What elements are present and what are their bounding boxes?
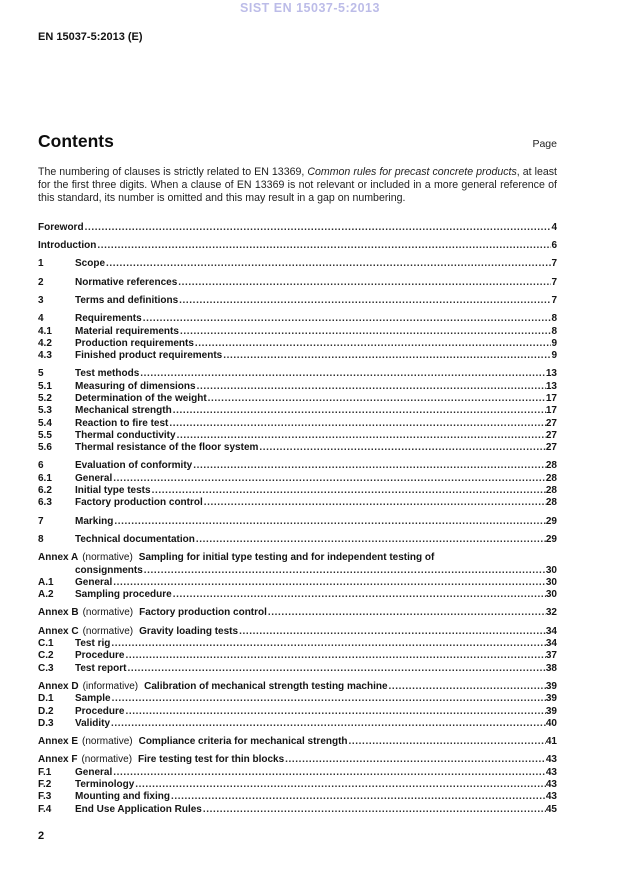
toc-page-number: 45: [545, 803, 557, 815]
toc-page-number: 29: [545, 533, 557, 545]
toc-entry: [38, 460, 557, 472]
toc-clause-number: 6: [38, 460, 44, 472]
toc-dot-leader: [125, 706, 545, 718]
toc-dot-leader: [171, 791, 546, 803]
toc-page-number: 17: [545, 405, 557, 417]
toc-entry-title: Technical documentation: [75, 533, 195, 545]
toc-page-number: 17: [545, 392, 557, 404]
toc-page-number: 39: [545, 693, 557, 705]
toc-dot-leader: [268, 607, 546, 619]
toc-page-number: 34: [545, 638, 557, 650]
toc-annex-head: [38, 736, 348, 748]
toc-entry-title: Test rig: [75, 638, 111, 650]
toc-dot-leader: [144, 565, 546, 577]
toc-entry-title: Sample: [75, 693, 111, 705]
toc-page-number: 40: [545, 717, 557, 729]
toc-entry: [38, 663, 557, 675]
toc-page-number: 39: [545, 705, 557, 717]
toc-entry-title: Test methods: [75, 368, 140, 380]
toc-annex-head: [38, 607, 267, 619]
toc-entry-title: Validity: [75, 717, 111, 729]
toc-clause-number: A.1: [38, 576, 54, 588]
toc-entry: [38, 326, 557, 338]
toc-annex-qualifier: (normative): [81, 754, 133, 766]
toc-entry-title: Normative references: [75, 276, 178, 288]
toc-clause-number: D.2: [38, 705, 54, 717]
toc-dot-leader: [125, 650, 545, 662]
toc-clause-number: 5.6: [38, 442, 52, 454]
toc-dot-leader: [169, 418, 546, 430]
toc-entry: [38, 718, 557, 730]
toc-entry-title: General: [75, 472, 113, 484]
toc-page-number: 43: [545, 766, 557, 778]
toc-entry-title: Foreword: [38, 221, 84, 233]
toc-entry-title: Introduction: [38, 240, 97, 252]
toc-dot-leader: [195, 338, 552, 350]
toc-entry-title: Scope: [75, 258, 106, 270]
toc-page-number: 30: [545, 576, 557, 588]
toc-page-number: 28: [545, 472, 557, 484]
toc-dot-leader: [177, 430, 546, 442]
toc-entry: [38, 442, 557, 454]
toc-page-number: 34: [545, 625, 557, 637]
toc-clause-number: 5.3: [38, 405, 52, 417]
toc-dot-leader: [208, 393, 546, 405]
toc-dot-leader: [180, 326, 552, 338]
toc-clause-number: 5.2: [38, 392, 52, 404]
toc-annex-entry: [38, 607, 557, 619]
toc-entry-title: General: [75, 766, 113, 778]
toc-page-number: 9: [551, 350, 557, 362]
toc-annex-head: [38, 626, 238, 638]
toc-entry-title: Requirements: [75, 313, 142, 325]
toc-clause-number: 6.2: [38, 485, 52, 497]
toc-clause-number: 3: [38, 294, 44, 306]
toc-entry: [38, 350, 557, 362]
toc-entry: [38, 473, 557, 485]
toc-dot-leader: [223, 350, 551, 362]
toc-entry-title: Factory production control: [75, 497, 203, 509]
toc-dot-leader: [135, 779, 546, 791]
intro-text-italic: Common rules for precast concrete products: [307, 166, 517, 178]
toc-clause-number: 4.3: [38, 350, 52, 362]
toc-entry: [38, 381, 557, 393]
toc-clause-number: 4: [38, 313, 44, 325]
toc-clause-number: F.1: [38, 766, 52, 778]
toc-dot-leader: [111, 718, 546, 730]
toc-entry: [38, 393, 557, 405]
toc-clause-number: D.1: [38, 693, 54, 705]
table-of-contents: [38, 222, 557, 816]
contents-heading: Contents: [38, 131, 114, 151]
toc-entry-continuation: [38, 565, 557, 577]
toc-page-number: 8: [551, 313, 557, 325]
sist-watermark: SIST EN 15037-5:2013: [240, 1, 380, 15]
toc-page-number: 7: [551, 258, 557, 270]
toc-annex-qualifier: (normative): [82, 552, 133, 564]
toc-dot-leader: [113, 767, 546, 779]
toc-page-number: 29: [545, 515, 557, 527]
toc-entry-title: Compliance criteria for mechanical strength: [138, 736, 348, 748]
toc-page-number: 38: [545, 662, 557, 674]
page-column-label: Page: [532, 138, 557, 150]
toc-dot-leader: [349, 736, 546, 748]
toc-entry: [38, 485, 557, 497]
toc-entry-title: Test report: [75, 662, 127, 674]
toc-dot-leader: [285, 754, 546, 766]
toc-dot-leader: [204, 497, 546, 509]
toc-entry-title: Evaluation of conformity: [75, 460, 193, 472]
toc-clause-number: 6.3: [38, 497, 52, 509]
toc-entry-title: Reaction to fire test: [75, 417, 169, 429]
toc-annex-entry: [38, 681, 557, 693]
toc-dot-leader: [128, 663, 546, 675]
toc-entry-title: Terminology: [75, 779, 135, 790]
toc-page-number: 43: [545, 791, 557, 803]
toc-annex-label: Annex D: [38, 680, 79, 692]
toc-entry: [38, 497, 557, 509]
toc-clause-number: C.2: [38, 650, 54, 662]
toc-entry: [38, 222, 557, 234]
toc-page-number: 37: [545, 650, 557, 662]
toc-clause-number: F.4: [38, 803, 52, 815]
toc-dot-leader: [197, 381, 546, 393]
contents-header-row: [38, 131, 557, 152]
toc-clause-number: 8: [38, 533, 44, 545]
toc-dot-leader: [173, 405, 546, 417]
toc-annex-qualifier: (informative): [82, 680, 139, 692]
toc-annex-entry: [38, 736, 557, 748]
toc-page-number: 7: [551, 294, 557, 306]
toc-clause-number: D.3: [38, 717, 54, 729]
toc-entry-title: Production requirements: [75, 337, 194, 349]
toc-clause-number: 7: [38, 515, 44, 527]
toc-entry-title: Terms and definitions: [75, 294, 179, 306]
toc-clause-number: 1: [38, 258, 44, 270]
toc-dot-leader: [203, 804, 546, 816]
toc-dot-leader: [239, 626, 546, 638]
toc-clause-number: C.3: [38, 662, 54, 674]
toc-entry: [38, 430, 557, 442]
toc-entry-title: End Use Application Rules: [75, 803, 202, 815]
toc-entry: [38, 779, 557, 791]
toc-entry-title: Mounting and fixing: [75, 791, 170, 803]
toc-entry-title: Sampling procedure: [75, 589, 172, 601]
toc-page-number: 7: [551, 276, 557, 288]
toc-dot-leader: [178, 277, 551, 289]
toc-annex-head: [38, 754, 284, 766]
toc-page-number: 43: [545, 754, 557, 766]
toc-entry-title: General: [75, 576, 113, 588]
toc-dot-leader: [97, 240, 551, 252]
toc-page-number: 6: [551, 240, 557, 252]
toc-entry: [38, 368, 557, 380]
toc-page-number: 27: [545, 417, 557, 429]
toc-page-number: 28: [545, 485, 557, 497]
toc-entry-title: Initial type tests: [75, 485, 151, 497]
toc-entry-title: Measuring of dimensions: [75, 380, 196, 392]
toc-entry: [38, 804, 557, 816]
toc-page-number: 27: [545, 429, 557, 441]
toc-clause-number: F.2: [38, 779, 52, 790]
toc-entry: [38, 313, 557, 325]
toc-dot-leader: [85, 222, 552, 234]
toc-page-number: 39: [545, 680, 557, 692]
toc-entry: [38, 638, 557, 650]
toc-page-number: 28: [545, 460, 557, 472]
toc-entry: [38, 516, 557, 528]
toc-entry-title: consignments: [75, 564, 143, 576]
toc-clause-number: A.2: [38, 589, 54, 601]
toc-entry: [38, 767, 557, 779]
toc-entry-title: Factory production control: [139, 607, 267, 619]
toc-page-number: 9: [551, 337, 557, 349]
toc-page-number: 13: [545, 368, 557, 380]
toc-entry: [38, 589, 557, 601]
toc-dot-leader: [389, 681, 546, 693]
toc-entry-title: Thermal resistance of the floor system: [75, 442, 259, 454]
toc-dot-leader: [196, 534, 546, 546]
toc-dot-leader: [179, 295, 551, 307]
toc-annex-label: Annex A: [38, 552, 79, 564]
toc-dot-leader: [106, 258, 551, 270]
toc-clause-number: 5.4: [38, 417, 52, 429]
toc-annex-head: [38, 552, 434, 564]
toc-annex-label: Annex B: [38, 607, 79, 619]
toc-dot-leader: [111, 638, 545, 650]
content-area: [38, 131, 557, 816]
toc-entry: [38, 240, 557, 252]
toc-annex-qualifier: (normative): [82, 736, 133, 748]
toc-clause-number: 4.1: [38, 325, 52, 337]
toc-page-number: 30: [545, 589, 557, 601]
toc-clause-number: 5.5: [38, 429, 52, 441]
toc-entry: [38, 577, 557, 589]
toc-entry-title: Procedure: [75, 705, 125, 717]
toc-page-number: 4: [551, 221, 557, 233]
toc-entry: [38, 693, 557, 705]
toc-dot-leader: [152, 485, 546, 497]
toc-entry-title: Marking: [75, 515, 114, 527]
toc-page-number: 8: [551, 325, 557, 337]
toc-page-number: 32: [545, 607, 557, 619]
toc-annex-entry: [38, 626, 557, 638]
toc-entry-title: Sampling for initial type testing and for independent testing of: [138, 552, 435, 564]
toc-clause-number: 5.1: [38, 380, 52, 392]
toc-entry: [38, 405, 557, 417]
toc-page-number: 30: [545, 564, 557, 576]
toc-annex-label: Annex F: [38, 754, 78, 766]
toc-clause-number: F.3: [38, 791, 52, 803]
toc-annex-entry: [38, 754, 557, 766]
toc-entry: [38, 277, 557, 289]
toc-entry: [38, 418, 557, 430]
toc-annex-entry: [38, 552, 557, 564]
toc-annex-qualifier: (normative): [82, 607, 134, 619]
toc-entry-title: Gravity loading tests: [139, 625, 239, 637]
toc-entry-title: Material requirements: [75, 325, 179, 337]
toc-entry: [38, 791, 557, 803]
intro-text-pre: The numbering of clauses is strictly related to EN 13369,: [38, 166, 308, 178]
toc-clause-number: C.1: [38, 638, 54, 650]
toc-entry: [38, 650, 557, 662]
toc-entry: [38, 338, 557, 350]
toc-page-number: 28: [545, 497, 557, 509]
toc-entry-title: Mechanical strength: [75, 405, 172, 417]
toc-entry: [38, 258, 557, 270]
toc-page-number: 27: [545, 442, 557, 454]
toc-dot-leader: [113, 577, 546, 589]
toc-annex-label: Annex E: [38, 736, 79, 748]
toc-dot-leader: [193, 460, 546, 472]
toc-dot-leader: [140, 368, 546, 380]
toc-dot-leader: [112, 693, 546, 705]
toc-dot-leader: [113, 473, 546, 485]
toc-entry-title: Procedure: [75, 650, 125, 662]
toc-entry-title: Thermal conductivity: [75, 429, 176, 441]
toc-entry-title: Calibration of mechanical strength testing machine: [144, 680, 388, 692]
toc-page-number: 43: [545, 779, 557, 790]
toc-dot-leader: [259, 442, 545, 454]
toc-entry: [38, 534, 557, 546]
toc-dot-leader: [114, 516, 546, 528]
toc-entry-title: Determination of the weight: [75, 392, 207, 404]
toc-entry: [38, 295, 557, 307]
toc-clause-number: 2: [38, 276, 44, 288]
toc-annex-label: Annex C: [38, 625, 79, 637]
toc-page-number: 13: [545, 380, 557, 392]
toc-annex-qualifier: (normative): [82, 625, 134, 637]
toc-dot-leader: [143, 313, 552, 325]
intro-text-post: , at least for the first three digits. When a clause of EN 13369 is not relevant or included in a more general reference of this standard, its number is omitted and this may result in a gap on numbering.: [38, 166, 557, 204]
toc-clause-number: 5: [38, 368, 44, 380]
intro-paragraph: [38, 166, 557, 205]
toc-entry: [38, 706, 557, 718]
toc-clause-number: 4.2: [38, 337, 52, 349]
toc-page-number: 41: [545, 736, 557, 748]
document-reference: EN 15037-5:2013 (E): [38, 31, 143, 43]
toc-entry-title: Fire testing test for thin blocks: [138, 754, 285, 766]
toc-annex-head: [38, 681, 388, 693]
toc-entry-title: Finished product requirements: [75, 350, 223, 362]
toc-dot-leader: [173, 589, 546, 601]
footer-page-number: 2: [38, 830, 45, 842]
toc-clause-number: 6.1: [38, 472, 52, 484]
